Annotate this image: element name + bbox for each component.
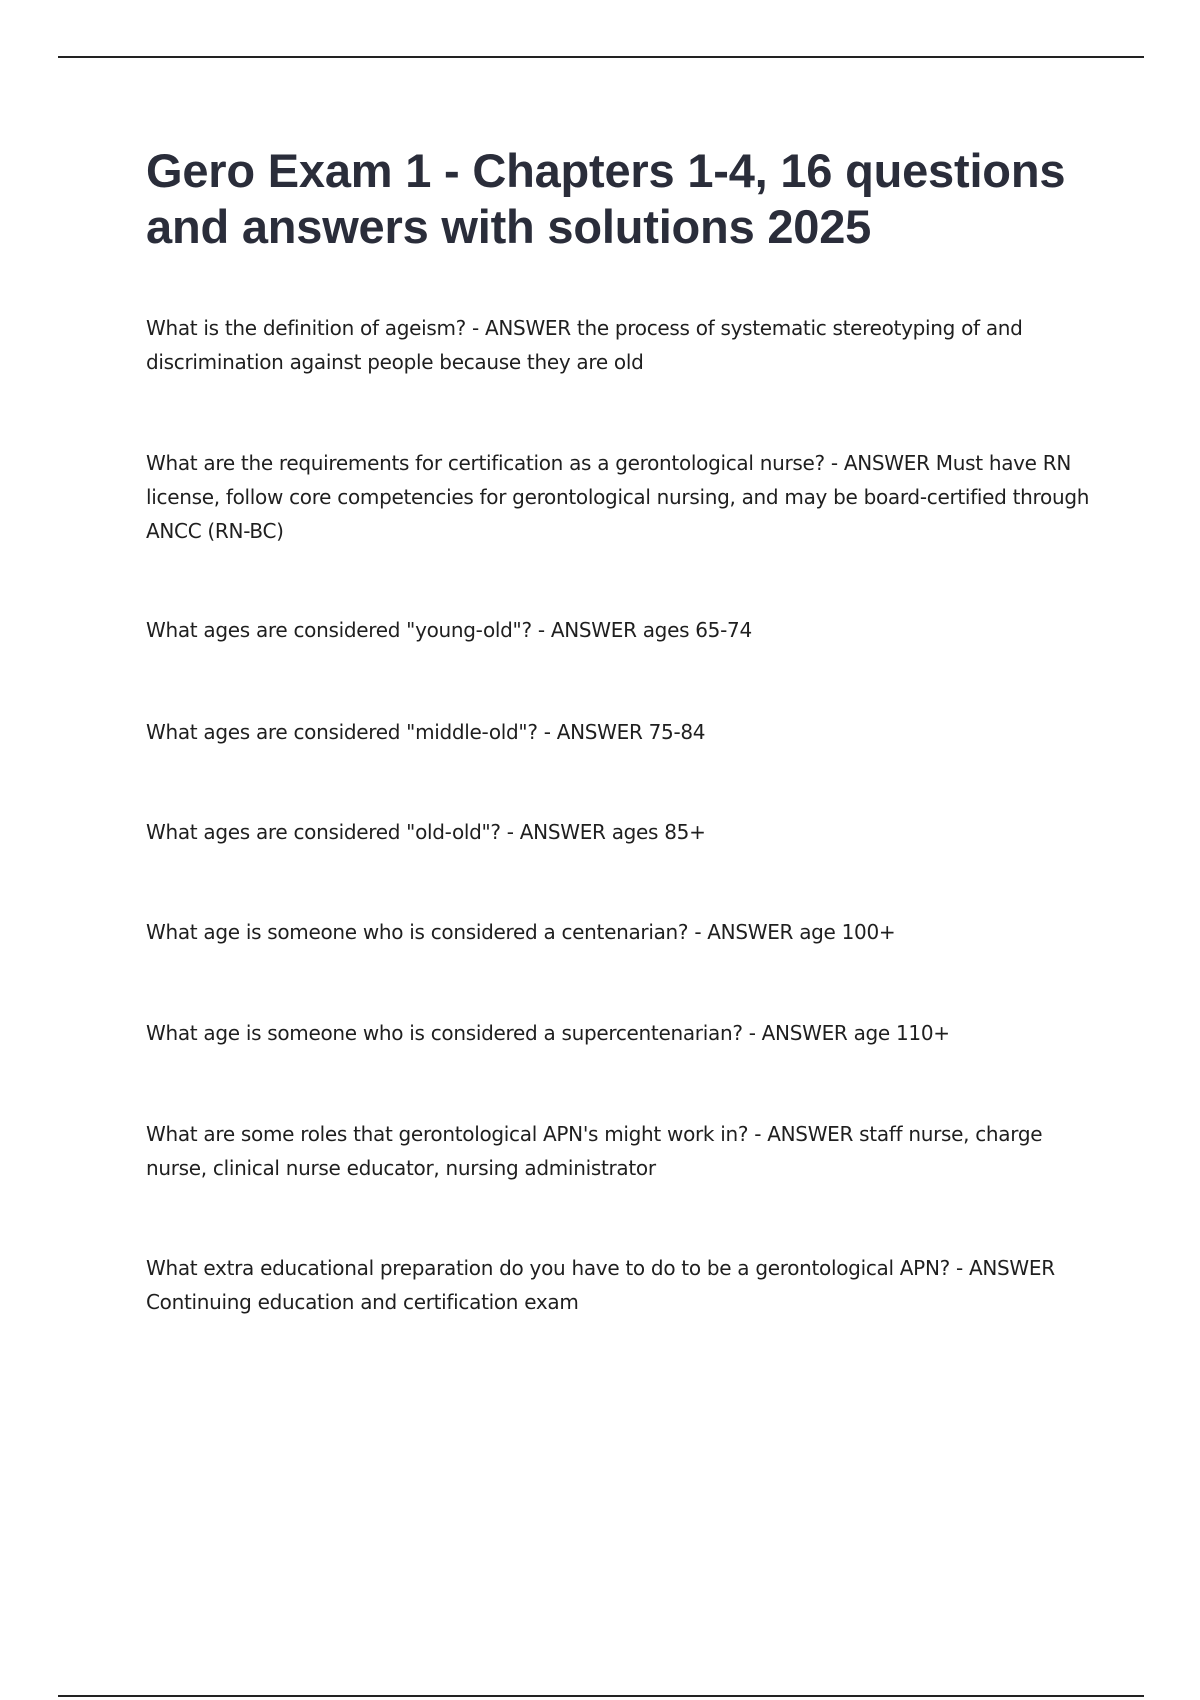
answer-text: the process of systematic stereotyping of and discrimination against people because they are old [146, 316, 1023, 374]
qa-item [146, 613, 1096, 647]
answer-text: age 100+ [799, 920, 896, 944]
answer-separator: - ANSWER [688, 920, 800, 944]
answer-separator: - ANSWER [531, 618, 643, 642]
answer-separator: - ANSWER [465, 316, 577, 340]
answer-text: 75-84 [648, 720, 706, 744]
question-text: What ages are considered "middle-old"? [146, 720, 538, 744]
answer-separator: - ANSWER [949, 1256, 1055, 1280]
answer-text: ages 65-74 [642, 618, 752, 642]
answer-separator: - ANSWER [824, 451, 936, 475]
qa-item [146, 815, 1096, 849]
question-text: What are some roles that gerontological APN's might work in? [146, 1122, 749, 1146]
question-text: What is the definition of ageism? [146, 316, 466, 340]
answer-separator: - ANSWER [537, 720, 649, 744]
answer-text: age 110+ [853, 1021, 950, 1045]
question-text: What extra educational preparation do you have to do to be a gerontological APN? [146, 1256, 950, 1280]
question-text: What ages are considered "young-old"? [146, 618, 532, 642]
question-text: What ages are considered "old-old"? [146, 820, 501, 844]
answer-separator: - ANSWER [742, 1021, 854, 1045]
qa-item [146, 1016, 1096, 1050]
qa-item [146, 1251, 1096, 1319]
question-text: What age is someone who is considered a centenarian? [146, 920, 689, 944]
answer-text: Must have RN license, follow core competencies for gerontological nursing, and may be board-certified through ANCC (RN-BC) [146, 451, 1090, 543]
question-text: What are the requirements for certification as a gerontological nurse? [146, 451, 825, 475]
bottom-divider [58, 1695, 1144, 1697]
qa-item [146, 715, 1096, 749]
top-divider [58, 56, 1144, 58]
answer-separator: - ANSWER [748, 1122, 860, 1146]
qa-item [146, 311, 1096, 379]
answer-separator: - ANSWER [500, 820, 612, 844]
question-text: What age is someone who is considered a supercentenarian? [146, 1021, 743, 1045]
answer-text: staff nurse, charge nurse, clinical nurse educator, nursing administrator [146, 1122, 1043, 1180]
document-body [146, 143, 1096, 1314]
qa-item [146, 1117, 1096, 1185]
document-title: Gero Exam 1 - Chapters 1-4, 16 questions and answers with solutions 2025 [146, 144, 1066, 253]
qa-item [146, 915, 1096, 949]
answer-text: Continuing education and certification exam [146, 1290, 579, 1314]
answer-text: ages 85+ [611, 820, 706, 844]
qa-item [146, 446, 1096, 548]
